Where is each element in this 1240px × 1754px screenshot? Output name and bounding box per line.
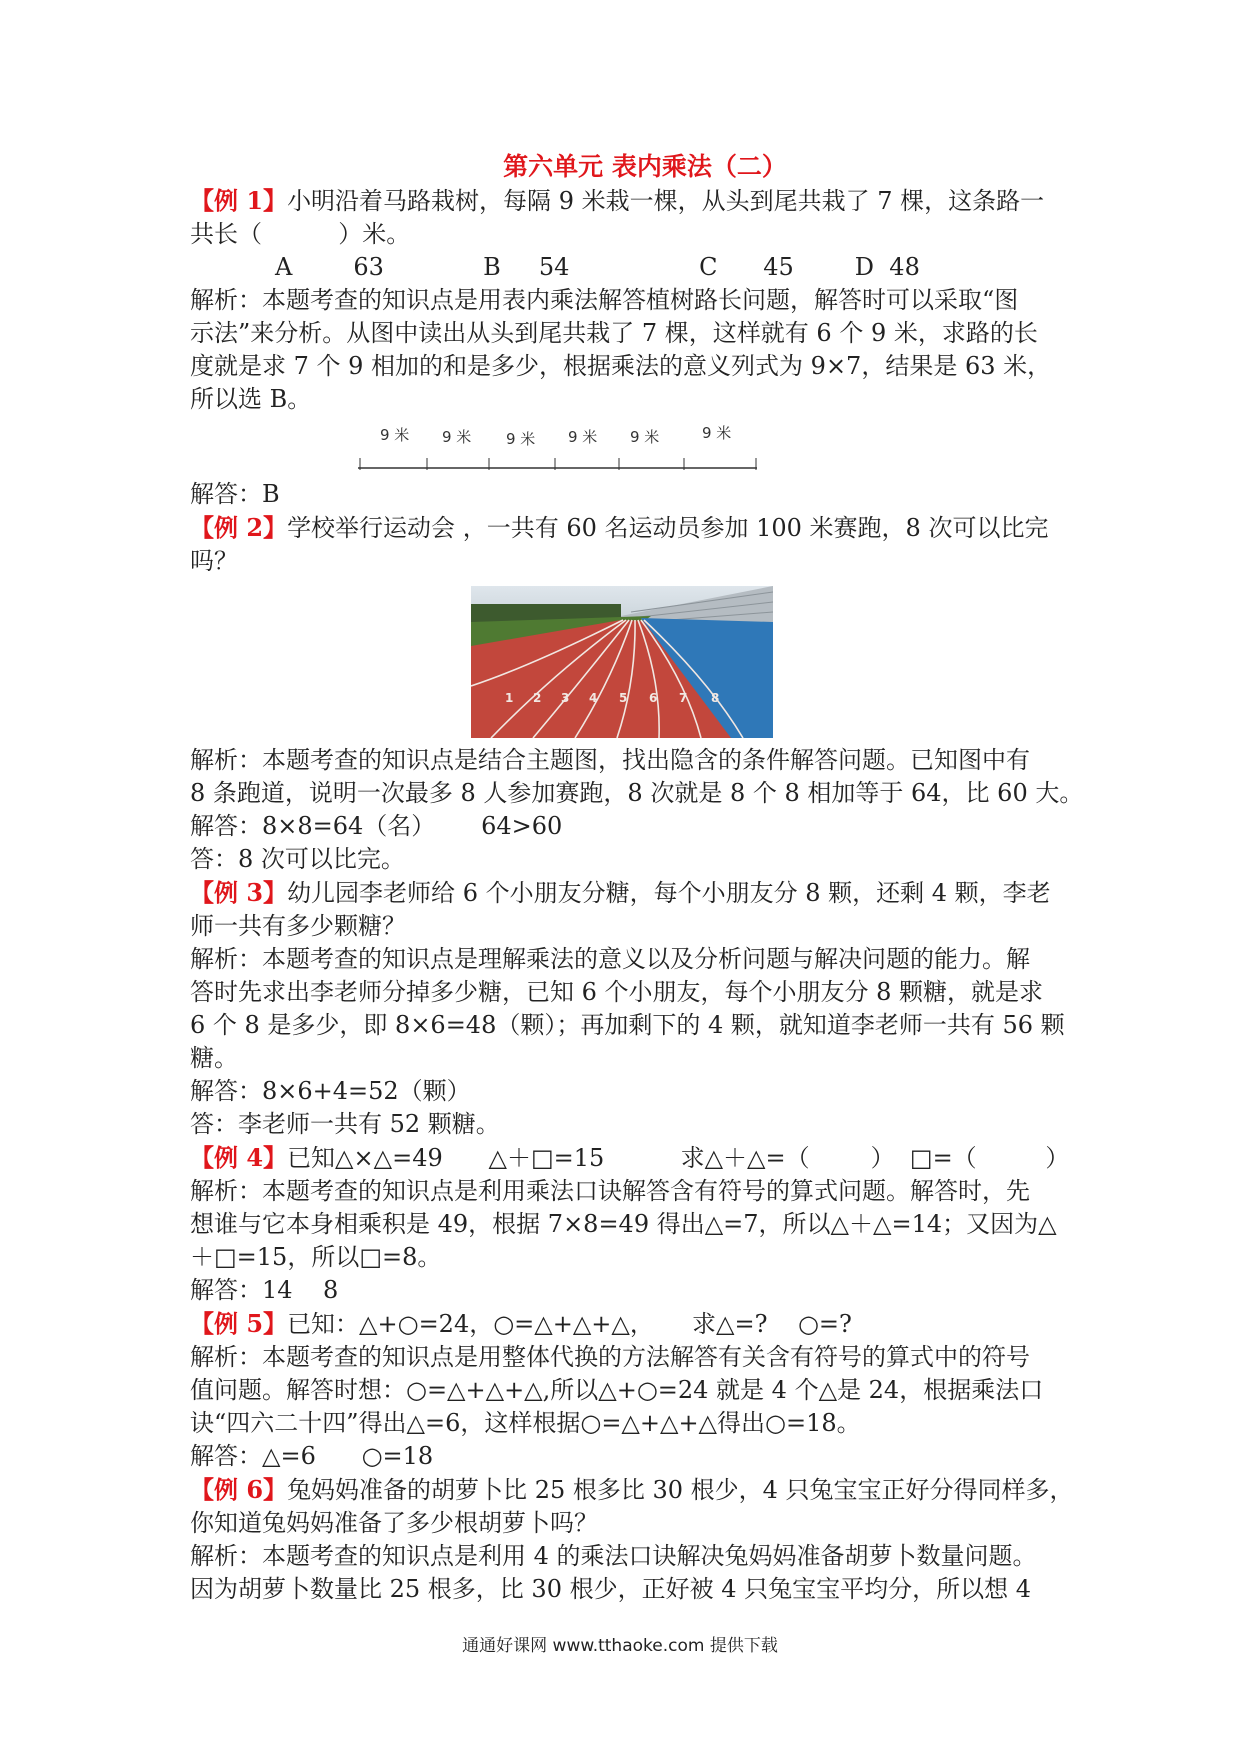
ex6-analysis-2: 因为胡萝卜数量比 25 根多，比 30 根少，正好被 4 只兔宝宝平均分，所以想 4 [190,1575,1032,1603]
ex6-question-line-1: 【例 6】兔妈妈准备的胡萝卜比 25 根多比 30 根少，4 只兔宝宝正好分得同样多， [190,1475,1074,1504]
tree-spacing-diagram [190,422,1060,472]
segment-label: 9 米 [568,428,598,446]
ex4-analysis-3: ＋□=15，所以□=8。 [190,1243,442,1271]
ex3-question-line-2: 师一共有多少颗糖？ [190,912,406,940]
ex3-tag: 【例 3】 [190,878,288,907]
lane-number: 7 [679,691,688,705]
lane-number: 6 [649,691,658,705]
ex3-analysis-2: 答时先求出李老师分掉多少糖，已知 6 个小朋友，每个小朋友分 8 颗糖，就是求 [190,978,1044,1006]
ex4-question-line-1: 【例 4】已知△×△=49 △＋□=15 求△＋△=（ ） □=（ ） [190,1143,1070,1172]
ex2-question-line-2: 吗？ [190,547,238,575]
ex1-tag: 【例 1】 [190,186,288,215]
ex1-answer: 解答：B [190,480,280,508]
segment-label: 9 米 [442,428,472,446]
ex1-analysis-2: 示法”来分析。从图中读出从头到尾共栽了 7 棵，这样就有 6 个 9 米，求路的长 [190,319,1038,347]
ex2-answer: 答：8 次可以比完。 [190,845,405,873]
ex4-tag: 【例 4】 [190,1143,288,1172]
ex3-analysis-3: 6 个 8 是多少，即 8×6=48（颗）；再加剩下的 4 颗，就知道李老师一共有 56 颗 [190,1011,1065,1039]
track-illustration [471,586,773,738]
ex1-question-line-2: 共长（ ）米。 [190,220,411,248]
lane-number: 2 [533,691,542,705]
ex3-answer: 答：李老师一共有 52 颗糖。 [190,1110,500,1138]
ex1-analysis-1: 解析：本题考查的知识点是用表内乘法解答植树路长问题，解答时可以采取“图 [190,286,1019,314]
ex2-analysis-2: 8 条跑道，说明一次最多 8 人参加赛跑，8 次就是 8 个 8 相加等于 64，比 60 大。 [190,779,1084,807]
ex5-solution: 解答：△=6 ○=18 [190,1442,434,1470]
ex4-solution: 解答：14 8 [190,1276,339,1304]
lane-number: 5 [619,691,628,705]
ex5-analysis-1: 解析：本题考查的知识点是用整体代换的方法解答有关含有符号的算式中的符号 [190,1343,1030,1371]
ex1-analysis-4: 所以选 B。 [190,385,312,413]
ex6-analysis-1: 解析：本题考查的知识点是利用 4 的乘法口诀解决兔妈妈准备胡萝卜数量问题。 [190,1542,1037,1570]
running-track-photo [471,586,773,738]
ex3-analysis-1: 解析：本题考查的知识点是理解乘法的意义以及分析问题与解决问题的能力。解 [190,945,1030,973]
ex1-question-line-1: 【例 1】小明沿着马路栽树，每隔 9 米栽一棵，从头到尾共栽了 7 棵，这条路一 [190,186,1045,215]
lane-number: 8 [711,691,720,705]
ex2-question-line-1: 【例 2】学校举行运动会 ，一共有 60 名运动员参加 100 米赛跑，8 次可以比完 [190,513,1049,542]
page-title: 第六单元 表内乘法（二） [503,152,787,181]
ex3-question-line-1: 【例 3】幼儿园李老师给 6 个小朋友分糖，每个小朋友分 8 颗，还剩 4 颗，李老 [190,878,1051,907]
ex5-tag: 【例 5】 [190,1309,288,1338]
ex2-analysis-1: 解析：本题考查的知识点是结合主题图，找出隐含的条件解答问题。已知图中有 [190,746,1030,774]
ex2-tag: 【例 2】 [190,513,288,542]
ex6-tag: 【例 6】 [190,1475,288,1504]
ex4-analysis-1: 解析：本题考查的知识点是利用乘法口诀解答含有符号的算式问题。解答时，先 [190,1177,1030,1205]
page-footer: 通通好课网 www.tthaoke.com 提供下载 [462,1636,778,1656]
ex3-analysis-4: 糖。 [190,1044,238,1072]
lane-number: 3 [561,691,570,705]
ex3-solution: 解答：8×6+4=52（颗） [190,1077,471,1105]
lane-number: 1 [505,691,514,705]
ex5-analysis-3: 诀“四六二十四”得出△=6，这样根据○=△+△+△得出○=18。 [190,1409,861,1437]
ex1-options: A 63 B 54 C 45 D 48 [275,253,920,281]
ex2-solution: 解答：8×8=64（名） 64>60 [190,812,563,840]
ex5-analysis-2: 值问题。解答时想：○=△+△+△,所以△+○=24 就是 4 个△是 24，根据乘法口 [190,1376,1044,1404]
segment-label: 9 米 [630,428,660,446]
ex4-analysis-2: 想谁与它本身相乘积是 49，根据 7×8=49 得出△=7，所以△＋△=14；又因为△ [190,1210,1057,1238]
document-page [190,150,1084,1606]
ex6-question-line-2: 你知道兔妈妈准备了多少根胡萝卜吗？ [190,1509,598,1537]
lane-number: 4 [589,691,598,705]
ex1-analysis-3: 度就是求 7 个 9 相加的和是多少，根据乘法的意义列式为 9×7，结果是 63 米， [190,352,1052,380]
segment-diagram-svg [190,422,1060,472]
segment-label: 9 米 [506,430,536,448]
ex5-question-line-1: 【例 5】已知：△+○=24，○=△+△+△， 求△=? ○=? [190,1309,852,1338]
segment-label: 9 米 [380,426,410,444]
segment-label: 9 米 [702,424,732,442]
